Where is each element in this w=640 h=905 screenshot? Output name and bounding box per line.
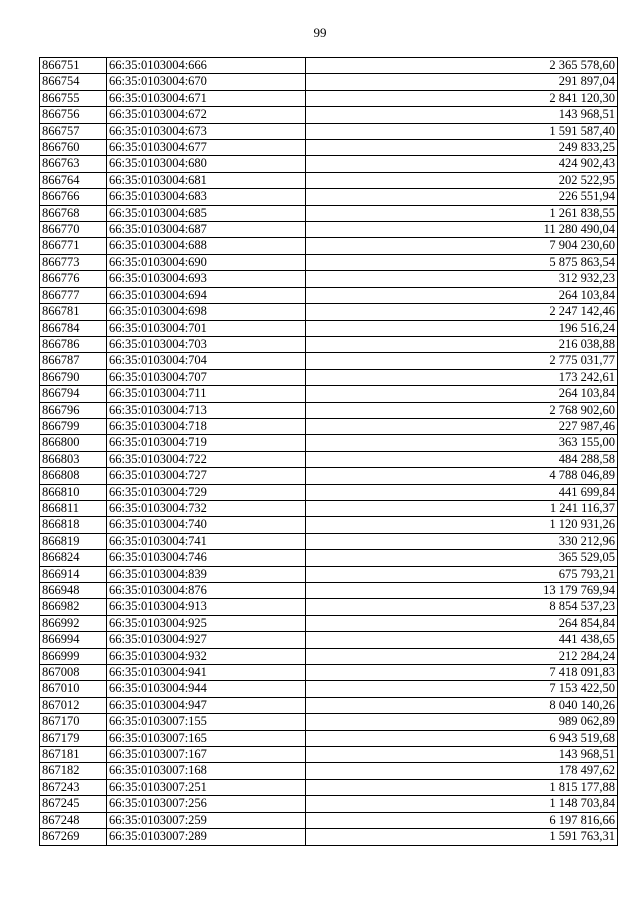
table-row: [40, 238, 618, 254]
cadastral-number-cell: 66:35:0103004:741: [107, 533, 306, 549]
value-cell: 2 768 902,60: [306, 402, 618, 418]
record-number-cell: 866751: [40, 58, 107, 74]
cadastral-number-cell: 66:35:0103007:256: [107, 796, 306, 812]
value-cell: 216 038,88: [306, 336, 618, 352]
cadastral-number-cell: 66:35:0103004:693: [107, 271, 306, 287]
cadastral-number-cell: 66:35:0103004:704: [107, 353, 306, 369]
cadastral-number-cell: 66:35:0103007:259: [107, 812, 306, 828]
cadastral-number-cell: 66:35:0103004:703: [107, 336, 306, 352]
record-number-cell: 866754: [40, 74, 107, 90]
cadastral-number-cell: 66:35:0103004:947: [107, 697, 306, 713]
table-row: [40, 304, 618, 320]
value-cell: 1 261 838,55: [306, 205, 618, 221]
record-number-cell: 866808: [40, 468, 107, 484]
table-row: [40, 123, 618, 139]
table-row: [40, 386, 618, 402]
value-cell: 365 529,05: [306, 550, 618, 566]
table-row: [40, 566, 618, 582]
record-number-cell: 866777: [40, 287, 107, 303]
value-cell: 7 418 091,83: [306, 665, 618, 681]
table-row: [40, 779, 618, 795]
record-number-cell: 866755: [40, 90, 107, 106]
cadastral-number-cell: 66:35:0103004:673: [107, 123, 306, 139]
value-cell: 2 247 142,46: [306, 304, 618, 320]
record-number-cell: 866811: [40, 500, 107, 516]
table-row: [40, 533, 618, 549]
cadastral-number-cell: 66:35:0103004:927: [107, 632, 306, 648]
cadastral-number-cell: 66:35:0103007:251: [107, 779, 306, 795]
table-row: [40, 90, 618, 106]
table-row: [40, 172, 618, 188]
table-row: [40, 730, 618, 746]
registry-table-body: [40, 58, 618, 846]
cadastral-number-cell: 66:35:0103004:729: [107, 484, 306, 500]
record-number-cell: 866819: [40, 533, 107, 549]
table-row: [40, 747, 618, 763]
cadastral-number-cell: 66:35:0103004:732: [107, 500, 306, 516]
record-number-cell: 866999: [40, 648, 107, 664]
cadastral-number-cell: 66:35:0103004:685: [107, 205, 306, 221]
record-number-cell: 866787: [40, 353, 107, 369]
table-row: [40, 468, 618, 484]
cadastral-number-cell: 66:35:0103004:707: [107, 369, 306, 385]
record-number-cell: 866763: [40, 156, 107, 172]
table-row: [40, 353, 618, 369]
cadastral-number-cell: 66:35:0103004:913: [107, 599, 306, 615]
record-number-cell: 866948: [40, 583, 107, 599]
table-row: [40, 714, 618, 730]
record-number-cell: 867248: [40, 812, 107, 828]
cadastral-number-cell: 66:35:0103004:680: [107, 156, 306, 172]
record-number-cell: 866994: [40, 632, 107, 648]
record-number-cell: 866784: [40, 320, 107, 336]
table-row: [40, 189, 618, 205]
table-row: [40, 484, 618, 500]
value-cell: 6 197 816,66: [306, 812, 618, 828]
table-row: [40, 205, 618, 221]
cadastral-number-cell: 66:35:0103007:289: [107, 829, 306, 845]
table-row: [40, 681, 618, 697]
table-row: [40, 320, 618, 336]
table-row: [40, 222, 618, 238]
record-number-cell: 867182: [40, 763, 107, 779]
table-row: [40, 254, 618, 270]
record-number-cell: 867179: [40, 730, 107, 746]
value-cell: 1 241 116,37: [306, 500, 618, 516]
table-row: [40, 648, 618, 664]
cadastral-number-cell: 66:35:0103004:727: [107, 468, 306, 484]
table-row: [40, 369, 618, 385]
value-cell: 1 815 177,88: [306, 779, 618, 795]
record-number-cell: 867010: [40, 681, 107, 697]
table-row: [40, 435, 618, 451]
cadastral-number-cell: 66:35:0103004:690: [107, 254, 306, 270]
record-number-cell: 866824: [40, 550, 107, 566]
table-row: [40, 550, 618, 566]
record-number-cell: 866768: [40, 205, 107, 221]
value-cell: 249 833,25: [306, 140, 618, 156]
record-number-cell: 866773: [40, 254, 107, 270]
record-number-cell: 867243: [40, 779, 107, 795]
value-cell: 424 902,43: [306, 156, 618, 172]
value-cell: 143 968,51: [306, 747, 618, 763]
value-cell: 441 438,65: [306, 632, 618, 648]
record-number-cell: 867245: [40, 796, 107, 812]
record-number-cell: 866757: [40, 123, 107, 139]
value-cell: 484 288,58: [306, 451, 618, 467]
table-row: [40, 665, 618, 681]
table-row: [40, 829, 618, 845]
cadastral-number-cell: 66:35:0103004:941: [107, 665, 306, 681]
cadastral-number-cell: 66:35:0103007:165: [107, 730, 306, 746]
record-number-cell: 867012: [40, 697, 107, 713]
value-cell: 2 365 578,60: [306, 58, 618, 74]
record-number-cell: 867269: [40, 829, 107, 845]
record-number-cell: 866776: [40, 271, 107, 287]
cadastral-number-cell: 66:35:0103004:687: [107, 222, 306, 238]
table-row: [40, 271, 618, 287]
cadastral-number-cell: 66:35:0103004:711: [107, 386, 306, 402]
record-number-cell: 866803: [40, 451, 107, 467]
value-cell: 264 103,84: [306, 386, 618, 402]
record-number-cell: 866756: [40, 107, 107, 123]
cadastral-number-cell: 66:35:0103004:670: [107, 74, 306, 90]
table-row: [40, 599, 618, 615]
table-row: [40, 500, 618, 516]
record-number-cell: 866982: [40, 599, 107, 615]
value-cell: 13 179 769,94: [306, 583, 618, 599]
cadastral-number-cell: 66:35:0103004:672: [107, 107, 306, 123]
table-row: [40, 58, 618, 74]
record-number-cell: 866799: [40, 418, 107, 434]
table-row: [40, 517, 618, 533]
cadastral-number-cell: 66:35:0103004:698: [107, 304, 306, 320]
cadastral-number-cell: 66:35:0103004:740: [107, 517, 306, 533]
table-row: [40, 336, 618, 352]
table-row: [40, 74, 618, 90]
cadastral-number-cell: 66:35:0103004:746: [107, 550, 306, 566]
cadastral-number-cell: 66:35:0103004:722: [107, 451, 306, 467]
cadastral-number-cell: 66:35:0103004:683: [107, 189, 306, 205]
value-cell: 143 968,51: [306, 107, 618, 123]
value-cell: 312 932,23: [306, 271, 618, 287]
record-number-cell: 866800: [40, 435, 107, 451]
table-row: [40, 418, 618, 434]
value-cell: 1 120 931,26: [306, 517, 618, 533]
registry-table: [39, 57, 618, 846]
cadastral-number-cell: 66:35:0103004:719: [107, 435, 306, 451]
table-row: [40, 402, 618, 418]
cadastral-number-cell: 66:35:0103007:167: [107, 747, 306, 763]
cadastral-number-cell: 66:35:0103004:701: [107, 320, 306, 336]
value-cell: 6 943 519,68: [306, 730, 618, 746]
cadastral-number-cell: 66:35:0103004:681: [107, 172, 306, 188]
table-row: [40, 583, 618, 599]
value-cell: 1 591 763,31: [306, 829, 618, 845]
cadastral-number-cell: 66:35:0103004:666: [107, 58, 306, 74]
record-number-cell: 866770: [40, 222, 107, 238]
cadastral-number-cell: 66:35:0103004:944: [107, 681, 306, 697]
value-cell: 7 904 230,60: [306, 238, 618, 254]
record-number-cell: 866818: [40, 517, 107, 533]
value-cell: 178 497,62: [306, 763, 618, 779]
record-number-cell: 866771: [40, 238, 107, 254]
cadastral-number-cell: 66:35:0103004:925: [107, 615, 306, 631]
cadastral-number-cell: 66:35:0103004:718: [107, 418, 306, 434]
table-row: [40, 812, 618, 828]
value-cell: 363 155,00: [306, 435, 618, 451]
value-cell: 11 280 490,04: [306, 222, 618, 238]
page-number: 99: [313, 25, 327, 40]
record-number-cell: 866810: [40, 484, 107, 500]
cadastral-number-cell: 66:35:0103007:155: [107, 714, 306, 730]
value-cell: 8 040 140,26: [306, 697, 618, 713]
value-cell: 2 775 031,77: [306, 353, 618, 369]
value-cell: 1 148 703,84: [306, 796, 618, 812]
value-cell: 291 897,04: [306, 74, 618, 90]
value-cell: 330 212,96: [306, 533, 618, 549]
table-row: [40, 287, 618, 303]
value-cell: 196 516,24: [306, 320, 618, 336]
record-number-cell: 867181: [40, 747, 107, 763]
record-number-cell: 866790: [40, 369, 107, 385]
table-row: [40, 632, 618, 648]
value-cell: 989 062,89: [306, 714, 618, 730]
record-number-cell: 866760: [40, 140, 107, 156]
value-cell: 7 153 422,50: [306, 681, 618, 697]
value-cell: 226 551,94: [306, 189, 618, 205]
value-cell: 675 793,21: [306, 566, 618, 582]
table-row: [40, 107, 618, 123]
cadastral-number-cell: 66:35:0103004:671: [107, 90, 306, 106]
record-number-cell: 866764: [40, 172, 107, 188]
value-cell: 8 854 537,23: [306, 599, 618, 615]
cadastral-number-cell: 66:35:0103004:932: [107, 648, 306, 664]
table-row: [40, 697, 618, 713]
cadastral-number-cell: 66:35:0103004:876: [107, 583, 306, 599]
cadastral-number-cell: 66:35:0103004:694: [107, 287, 306, 303]
cadastral-number-cell: 66:35:0103004:713: [107, 402, 306, 418]
table-row: [40, 140, 618, 156]
record-number-cell: 866766: [40, 189, 107, 205]
table-row: [40, 451, 618, 467]
table-row: [40, 615, 618, 631]
value-cell: 2 841 120,30: [306, 90, 618, 106]
value-cell: 4 788 046,89: [306, 468, 618, 484]
record-number-cell: 866786: [40, 336, 107, 352]
record-number-cell: 866992: [40, 615, 107, 631]
value-cell: 202 522,95: [306, 172, 618, 188]
cadastral-number-cell: 66:35:0103004:688: [107, 238, 306, 254]
value-cell: 264 854,84: [306, 615, 618, 631]
value-cell: 264 103,84: [306, 287, 618, 303]
value-cell: 441 699,84: [306, 484, 618, 500]
record-number-cell: 867008: [40, 665, 107, 681]
value-cell: 1 591 587,40: [306, 123, 618, 139]
record-number-cell: 866781: [40, 304, 107, 320]
cadastral-number-cell: 66:35:0103007:168: [107, 763, 306, 779]
value-cell: 227 987,46: [306, 418, 618, 434]
table-row: [40, 156, 618, 172]
table-row: [40, 763, 618, 779]
record-number-cell: 866794: [40, 386, 107, 402]
cadastral-number-cell: 66:35:0103004:677: [107, 140, 306, 156]
record-number-cell: 866796: [40, 402, 107, 418]
table-row: [40, 796, 618, 812]
cadastral-number-cell: 66:35:0103004:839: [107, 566, 306, 582]
record-number-cell: 867170: [40, 714, 107, 730]
value-cell: 173 242,61: [306, 369, 618, 385]
value-cell: 5 875 863,54: [306, 254, 618, 270]
value-cell: 212 284,24: [306, 648, 618, 664]
record-number-cell: 866914: [40, 566, 107, 582]
